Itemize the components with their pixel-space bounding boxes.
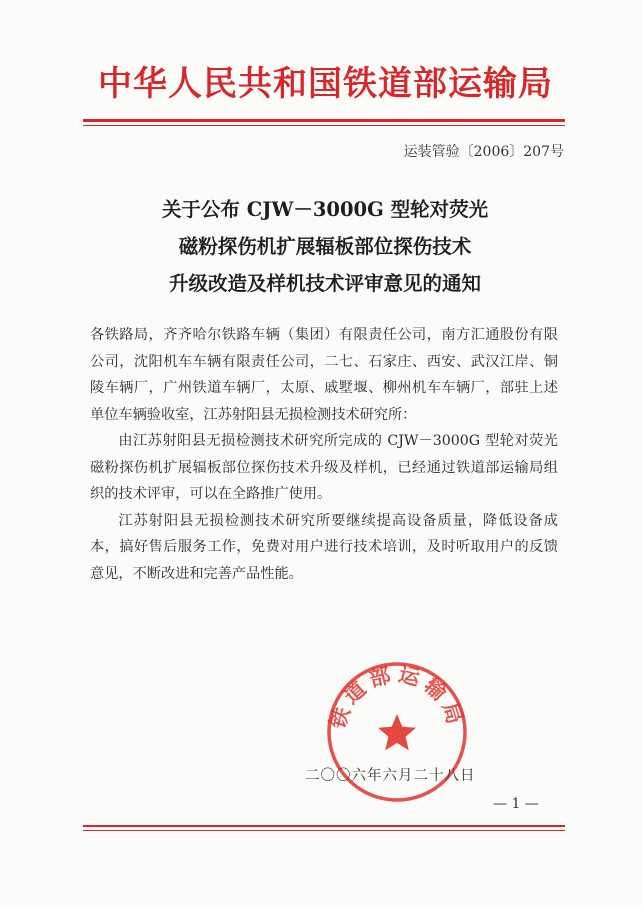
- document-number: 运装管验〔2006〕207号: [403, 144, 564, 160]
- body-paragraph-2: 江苏射阳县无损检测技术研究所要继续提高设备质量，降低设备成本，搞好售后服务工作，免费对用户进行技术培训，及时听取用户的反馈意见，不断改进和完善产品性能。: [90, 512, 558, 582]
- title-line-2: 磁粉探伤机扩展辐板部位探伤技术: [178, 235, 472, 258]
- seal-text: 铁道部运输局: [325, 661, 469, 732]
- seal-star-icon: [378, 714, 416, 750]
- footer-rule-thick: [83, 825, 565, 827]
- document-body: [90, 322, 558, 587]
- addressees-paragraph: 各铁路局，齐齐哈尔铁路车辆（集团）有限责任公司，南方汇通股份有限公司，沈阳机车车辆有限责任公司，二七、石家庄、西安、武汉江岸、铜陵车辆厂，广州铁道车辆厂，太原、戚墅堰、柳州机车车辆厂，部驻上述单位车辆验收室，江苏射阳县无损检测技术研究所：: [90, 327, 558, 423]
- title-line-1: 关于公布 CJW－3000G 型轮对荧光: [161, 198, 489, 221]
- page-number: — 1 —: [493, 796, 539, 812]
- document-title: [100, 191, 550, 302]
- body-paragraph-1: 由江苏射阳县无损检测技术研究所完成的 CJW－3000G 型轮对荧光磁粉探伤机扩展辐板部位探伤技术升级及样机，已经通过铁道部运输局组织的技术评审，可以在全路推广使用。: [90, 433, 558, 502]
- org-header-title: 中华人民共和国铁道部运输局: [98, 64, 553, 104]
- header-rule-thin: [83, 125, 565, 126]
- title-line-3: 升级改造及样机技术评审意见的通知: [168, 272, 481, 295]
- header-rule-thick: [83, 119, 565, 122]
- footer-rule-thin: [83, 830, 565, 831]
- issue-date: 二〇〇六年六月二十八日: [305, 768, 476, 784]
